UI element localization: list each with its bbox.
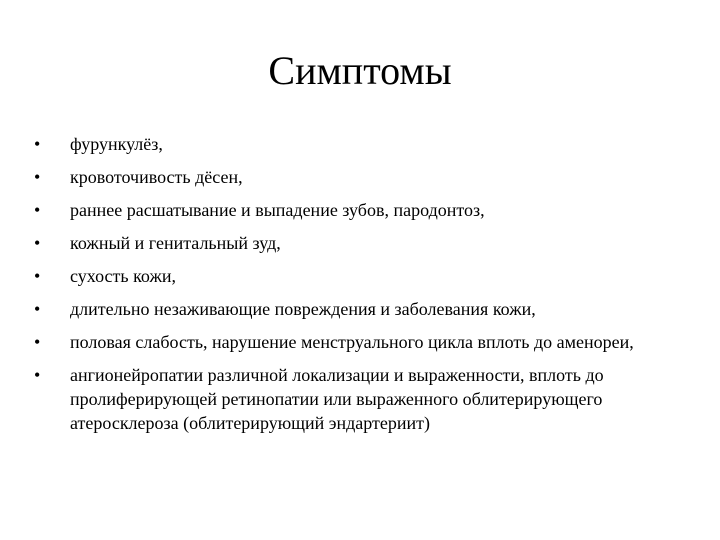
list-item (34, 231, 674, 255)
bullet-icon: • (34, 233, 41, 253)
list-item-text: половая слабость, нарушение менструального цикла вплоть до аменореи, (70, 332, 634, 352)
list-item-text: кровоточивость дёсен, (70, 167, 243, 187)
bullet-icon: • (34, 134, 41, 154)
list-item (34, 264, 674, 288)
bullet-icon: • (34, 332, 41, 352)
list-item-text: длительно незаживающие повреждения и заболевания кожи, (70, 299, 536, 319)
list-item-text: сухость кожи, (70, 266, 177, 286)
list-item (34, 330, 674, 354)
list-item (34, 198, 674, 222)
slide-title: Симптомы (268, 48, 452, 93)
list-item (34, 165, 674, 189)
bullet-icon: • (34, 299, 41, 319)
list-item-text: ангионейропатии различной локализации и выраженности, вплоть до пролиферирующей ретинопатии или выраженного облитерирующего атеросклероза (облитерирующий эндартериит) (70, 365, 604, 433)
list-item (34, 363, 674, 435)
list-item (34, 132, 674, 156)
list-item-text: кожный и генитальный зуд, (70, 233, 281, 253)
list-item-text: фурункулёз, (70, 134, 163, 154)
bullet-icon: • (34, 200, 41, 220)
list-item-text: раннее расшатывание и выпадение зубов, пародонтоз, (70, 200, 485, 220)
bullet-icon: • (34, 167, 41, 187)
list-item (34, 297, 674, 321)
bullet-icon: • (34, 365, 41, 385)
symptom-list (34, 132, 674, 444)
bullet-icon: • (34, 266, 41, 286)
